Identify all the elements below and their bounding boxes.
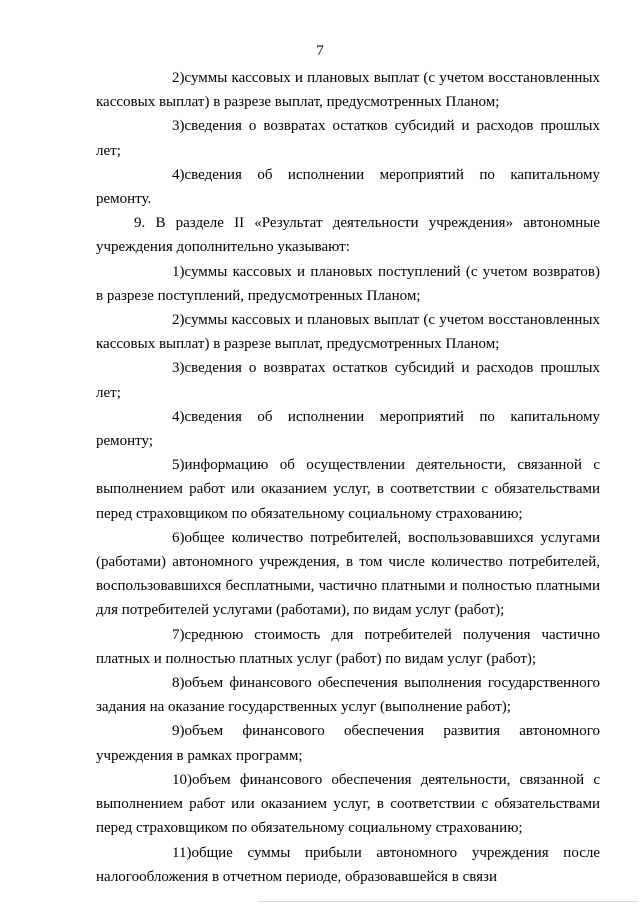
list-item	[96, 260, 600, 308]
list-item-number: 10)	[172, 771, 192, 788]
paragraph-text: объем финансового обеспечения деятельности, связанной с выполнением работ или оказанием услуг, в соответствии с обязательствами перед страховщиком по обязательному социальному страхованию;	[96, 771, 600, 837]
list-item-number: 7)	[172, 626, 185, 643]
list-item-number: 1)	[172, 263, 185, 280]
list-item-number: 11)	[172, 844, 192, 861]
paragraph-text: суммы кассовых и плановых выплат (с учетом восстановленных кассовых выплат) в разрезе выплат, предусмотренных Планом;	[96, 70, 600, 111]
paragraph-text: информацию об осуществлении деятельности, связанной с выполнением работ или оказанием услуг, в соответствии с обязательствами перед страховщиком по обязательному социальному страхованию;	[96, 457, 600, 522]
list-item-number: 6)	[172, 529, 185, 546]
list-item-number: 4)	[172, 166, 185, 183]
paragraph-text: суммы кассовых и плановых выплат (с учетом восстановленных кассовых выплат) в разрезе выплат, предусмотренных Планом;	[96, 312, 600, 353]
list-item	[96, 526, 600, 623]
list-item	[96, 453, 600, 526]
paragraph	[96, 211, 600, 259]
list-item-number: 2)	[172, 70, 185, 86]
paragraph-text: сведения об исполнении мероприятий по капитальному ремонту;	[96, 408, 600, 450]
list-item	[96, 163, 600, 211]
list-item-number: 3)	[172, 118, 185, 135]
list-item	[96, 405, 600, 453]
list-item	[96, 66, 600, 114]
list-item-number: 3)	[172, 360, 185, 377]
scan-edge-line	[258, 901, 638, 902]
list-item-number: 8)	[172, 675, 185, 692]
list-item-number: 4)	[172, 408, 185, 425]
list-item	[96, 114, 600, 162]
paragraph-text: общие суммы прибыли автономного учреждения после налогообложения в отчетном периоде, образовавшейся в связи	[96, 844, 600, 885]
paragraph-text: сведения о возвратах остатков субсидий и расходов прошлых лет;	[96, 360, 600, 401]
paragraph-text: суммы кассовых и плановых поступлений (с учетом возвратов) в разрезе поступлений, предусмотренных Планом;	[96, 263, 600, 304]
list-item-number: 9)	[172, 723, 185, 740]
paragraph-text: сведения о возвратах остатков субсидий и расходов прошлых лет;	[96, 118, 600, 159]
paragraph-text: среднюю стоимость для потребителей получения частично платных и полностью платных услуг (работ) по видам услуг (работ);	[96, 626, 600, 667]
document-body	[96, 66, 600, 889]
list-item	[96, 308, 600, 356]
paragraph-text: 9. В разделе II «Результат деятельности учреждения» автономные учреждения дополнительно указывают:	[96, 215, 600, 256]
page-number: 7	[316, 43, 324, 59]
list-item	[96, 841, 600, 889]
paragraph-text: объем финансового обеспечения развития автономного учреждения в рамках программ;	[96, 723, 600, 764]
list-item	[96, 768, 600, 841]
paragraph-text: объем финансового обеспечения выполнения государственного задания на оказание государственных услуг (выполнение работ);	[96, 675, 600, 716]
paragraph-text: сведения об исполнении мероприятий по капитальному ремонту.	[96, 166, 600, 208]
list-item	[96, 719, 600, 767]
list-item-number: 5)	[172, 457, 185, 474]
list-item-number: 2)	[172, 312, 185, 329]
paragraph-text: общее количество потребителей, воспользовавшихся услугами (работами) автономного учреждения, в том числе количество потребителей, воспользовавшихся бесплатными, частично платными и полностью платными для потребителей услугами (работами), по видам услуг (работ);	[96, 529, 600, 619]
list-item	[96, 671, 600, 719]
list-item	[96, 356, 600, 404]
list-item	[96, 623, 600, 671]
